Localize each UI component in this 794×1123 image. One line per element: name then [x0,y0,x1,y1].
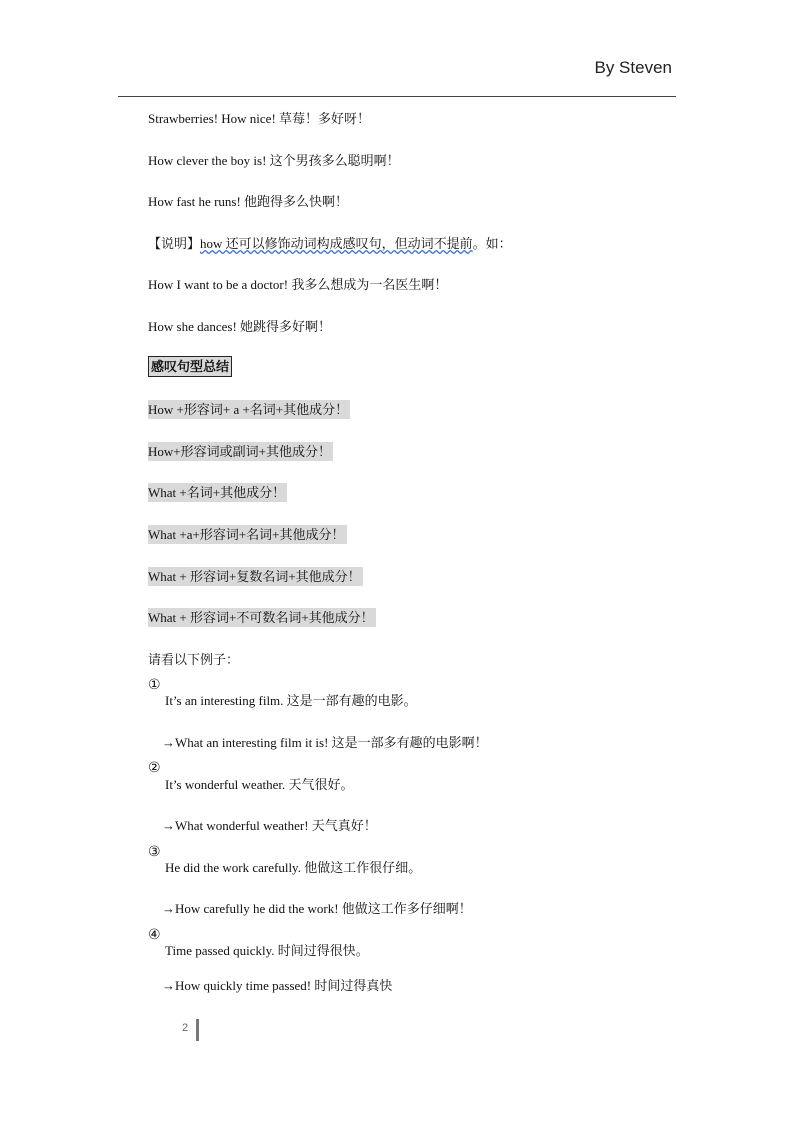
pattern-5: What + 形容词+复数名词+其他成分！ [148,569,361,584]
example-1-converted: →What an interesting film it is! 这是一部多有趣的电影啊！ [162,735,488,750]
header-author: By Steven [594,58,672,77]
sentence-doctor: How I want to be a doctor! 我多么想成为一名医生啊！ [148,277,448,292]
example-number-3: ③ [148,844,161,860]
example-4-original: Time passed quickly. 时间过得很快。 [165,943,369,958]
pattern-line [148,526,347,544]
sentence-fast-runs: How fast he runs! 他跑得多么快啊！ [148,194,349,209]
pattern-line [148,568,363,586]
examples-intro: 请看以下例子： [148,652,240,667]
page-number: 2 [182,1022,189,1034]
pattern-line [148,401,350,419]
note-text: how 还可以修饰动词构成感叹句，但动词不提前 [200,236,473,251]
note-line [148,235,512,253]
summary-heading: 感叹句型总结 [148,356,232,377]
example-number-2: ② [148,760,161,776]
example-2-original: It’s wonderful weather. 天气很好。 [165,777,354,792]
note-prefix: 【说明】 [148,236,201,251]
page-number-bar [196,1019,199,1041]
pattern-line [148,609,376,627]
example-number-4: ④ [148,927,161,943]
example-2-converted: →What wonderful weather! 天气真好！ [162,818,377,833]
pattern-4: What +a+形容词+名词+其他成分！ [148,527,345,542]
sentence-clever-boy: How clever the boy is! 这个男孩多么聪明啊！ [148,153,400,168]
example-3-original: He did the work carefully. 他做这工作很仔细。 [165,860,422,875]
example-3-converted: →How carefully he did the work! 他做这工作多仔细啊！ [162,901,472,916]
pattern-line [148,443,333,461]
summary-heading-line [148,358,232,376]
note-suffix: 。如： [472,236,512,251]
pattern-1: How +形容词+ a +名词+其他成分！ [148,402,349,417]
sentence-dances: How she dances! 她跳得多好啊！ [148,319,332,334]
sentence-strawberries: Strawberries! How nice! 草莓！多好呀！ [148,111,371,126]
pattern-3: What +名词+其他成分！ [148,485,286,500]
pattern-6: What + 形容词+不可数名词+其他成分！ [148,610,374,625]
example-number-1: ① [148,677,161,693]
example-4-converted: →How quickly time passed! 时间过得真快 [162,978,393,993]
example-1-original: It’s an interesting film. 这是一部有趣的电影。 [165,693,417,708]
header-divider [118,96,676,97]
pattern-line [148,484,287,502]
pattern-2: How+形容词或副词+其他成分！ [148,444,331,459]
